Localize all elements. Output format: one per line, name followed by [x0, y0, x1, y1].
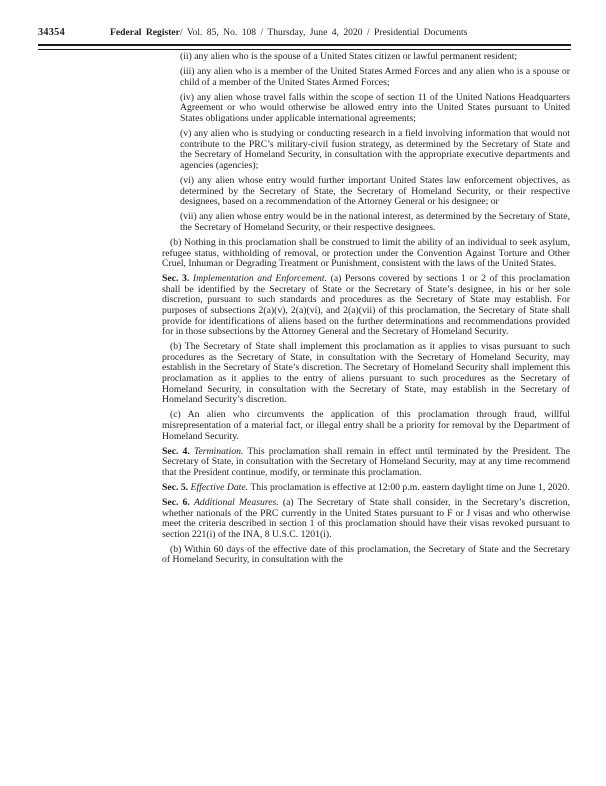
paragraph-b-within-60-days: (b) Within 60 days of the effective date of this proclamation, the Secretary of State and the Secretary of Homeland Security, in consultation with the [162, 543, 570, 566]
journal-title [110, 27, 467, 38]
journal-name: Federal Register [110, 27, 180, 38]
section-6-label: Sec. 6. [162, 496, 190, 508]
section-3-text: (a) Persons covered by sections 1 or 2 of this proclamation shall be identified by the Secretary of State or the Secretary of State’s designee, in his or her sole discretion, pursuant to such standards and procedures as the Secretary of State may establish. For purposes of subsections 2(a)(v), 2(a)(vi), and 2(a)(vii) of this proclamation, the Secretary of State shall provide for identifications of aliens based on the further determinations and recommendations provided for in those subsections by the Attorney General and the Secretary of Homeland Security. [162, 273, 571, 338]
paragraph-item-iv: (iv) any alien whose travel falls within the scope of section 11 of the United Nations Headquarters Agreement or who would otherwise be allowed entry into the United States pursuant to United States obligations under applicable international agreements; [180, 91, 570, 124]
paragraph-item-ii: (ii) any alien who is the spouse of a United States citizen or lawful permanent resident; [180, 51, 518, 62]
section-4-text: This proclamation shall remain in effect until terminated by the President. The Secretary of State, in consultation with the Secretary of Homeland Security, may at any time recommend that the President continue, modify, or terminate this proclamation. [162, 445, 571, 478]
journal-citation: / Vol. 85, No. 108 / Thursday, June 4, 2020 / Presidential Documents [179, 27, 468, 38]
page-header [38, 27, 571, 38]
page-number: 34354 [38, 27, 65, 38]
paragraph-item-vi: (vi) any alien whose entry would further important United States law enforcement objectives, as determined by the Secretary of State, the Secretary of Homeland Security, or their respective designees, based on a recommendation of the Attorney General or his designee; or [180, 174, 570, 208]
section-3-label: Sec. 3. [162, 273, 190, 285]
paragraph-b-implement: (b) The Secretary of State shall implement this proclamation as it applies to visas pursuant to such procedures as the Secretary of State, in consultation with the Secretary of Homeland Security, may establish in the Secretary of State’s discretion. The Secretary of Homeland Security shall implement this proclamation as it applies to the entry of aliens pursuant to such procedures as the Secretary of Homeland Security, in consultation with the Secretary of State, may establish in the Secretary of Homeland Security’s discretion. [162, 341, 570, 406]
header-divider [38, 44, 571, 50]
section-5-text: This proclamation is effective at 12:00 p.m. eastern daylight time on June 1, 2020. [250, 481, 570, 493]
section-5-title: Effective Date. [190, 481, 249, 493]
document-body [162, 52, 570, 571]
paragraph-item-iii: (iii) any alien who is a member of the United States Armed Forces and any alien who is a spouse or child of a member of the United States Armed Forces; [180, 66, 570, 88]
paragraph-b-limit: (b) Nothing in this proclamation shall be construed to limit the ability of an individual to seek asylum, refugee status, withholding of removal, or protection under the Convention Against Torture and Other Cruel, Inhuman or Degrading Treatment or Punishment, consistent with the laws of the United States. [162, 236, 570, 270]
section-6-title: Additional Measures. [193, 496, 279, 508]
section-3-title: Implementation and Enforcement. [192, 273, 327, 285]
section-3 [162, 274, 570, 338]
section-6-text: (a) The Secretary of State shall consider, in the Secretary’s discretion, whether nationals of the PRC currently in the United States pursuant to F or J visas and who otherwise meet the criteria described in section 1 of this proclamation should have their visas revoked pursuant to section 221(i) of the INA, 8 U.S.C. 1201(i). [162, 496, 570, 540]
paragraph-c-removal: (c) An alien who circumvents the application of this proclamation through fraud, willful misrepresentation of a material fact, or illegal entry shall be a priority for removal by the Department of Homeland Security. [162, 409, 570, 442]
paragraph-item-vii: (vii) any alien whose entry would be in the national interest, as determined by the Secretary of State, the Secretary of Homeland Security, or their respective designees. [180, 211, 570, 233]
section-4-label: Sec. 4. [162, 445, 190, 457]
section-5 [162, 483, 570, 494]
paragraph-item-v: (v) any alien who is studying or conducting research in a field involving information that would not contribute to the PRC’s military-civil fusion strategy, as determined by the Secretary of State and the Secretary of Homeland Security, in consultation with the appropriate executive departments and agencies (agencies); [180, 128, 570, 171]
section-4-title: Termination. [193, 445, 244, 457]
section-5-label: Sec. 5. [162, 481, 189, 493]
section-4 [162, 447, 570, 479]
section-6 [162, 498, 570, 540]
